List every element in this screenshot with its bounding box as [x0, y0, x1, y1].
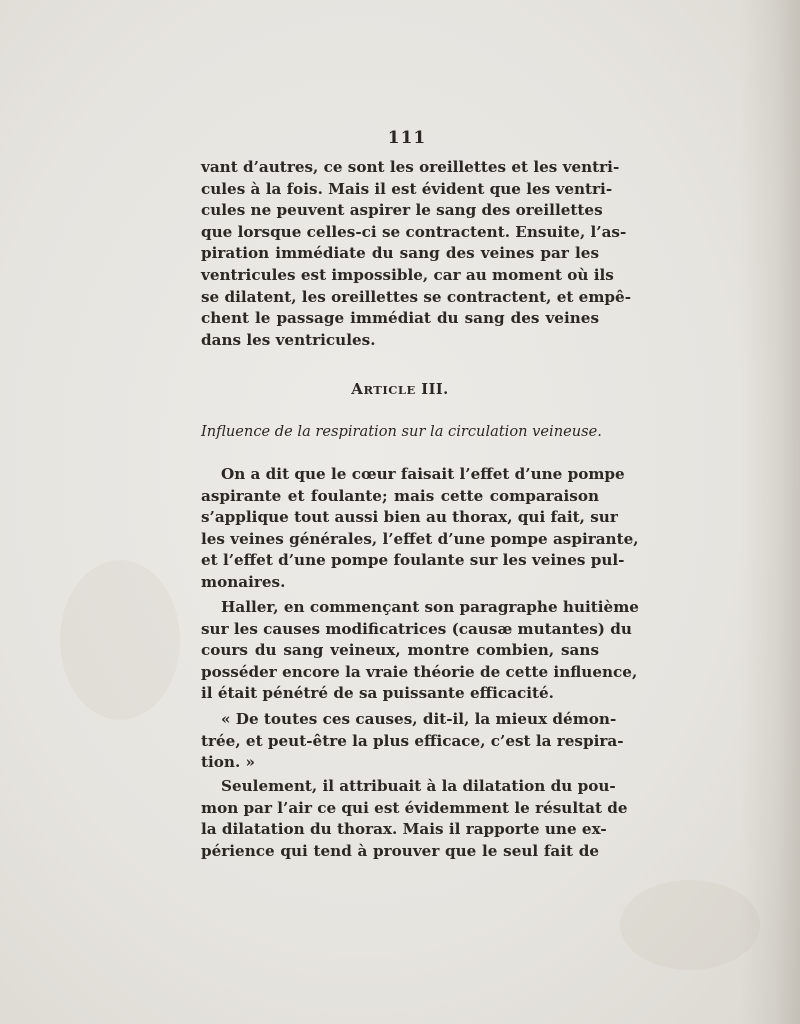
text-line: cules à la fois. Mais il est évident que les ventri- [201, 179, 613, 198]
text-line: dans les ventricules. [201, 330, 376, 349]
paragraph-4-quote [201, 709, 624, 774]
text-line: les veines générales, l’effet d’une pompe aspirante, [201, 529, 639, 548]
text-line: piration immédiate du sang des veines par les [201, 244, 599, 263]
page-edge-shadow [740, 0, 800, 1024]
text-line: aspirante et foulante; mais cette comparaison [201, 486, 599, 505]
text-line: la dilatation du thorax. Mais il rapporte une ex- [201, 820, 607, 839]
text-line: cours du sang veineux, montre combien, sans [201, 641, 599, 660]
text-line: Seulement, il attribuait à la dilatation du pou- [221, 777, 616, 795]
article-numeral: III. [421, 381, 449, 398]
text-line: monaires. [201, 572, 286, 591]
paper-stain [620, 880, 760, 970]
text-line: ventricules est impossible, car au moment où ils [201, 265, 614, 284]
section-title: Influence de la respiration sur la circulation veineuse. [201, 423, 602, 440]
text-line: trée, et peut-être la plus efficace, c’est la respira- [201, 731, 624, 750]
paragraph-1 [201, 157, 631, 351]
text-line: « De toutes ces causes, dit-il, la mieux démon- [221, 710, 617, 728]
article-word: RTICLE [363, 383, 416, 397]
text-line: mon par l’air ce qui est évidemment le résultat de [201, 798, 628, 817]
paragraph-2 [201, 464, 639, 594]
text-line: On a dit que le cœur faisait l’effet d’une pompe [221, 465, 625, 483]
page-number: 111 [387, 128, 427, 148]
paper-stain [60, 560, 180, 720]
text-line: tion. » [201, 753, 256, 772]
text-line: s’applique tout aussi bien au thorax, qui fait, sur [201, 508, 618, 527]
text-line: il était pénétré de sa puissante efficacité. [201, 684, 554, 703]
paragraph-5 [201, 776, 628, 862]
text-line: chent le passage immédiat du sang des veines [201, 309, 599, 328]
article-initial: A [351, 380, 364, 398]
text-line: Haller, en commençant son paragraphe huitième [221, 598, 639, 616]
text-line: que lorsque celles-ci se contractent. Ensuite, l’as- [201, 222, 627, 241]
text-line: et l’effet d’une pompe foulante sur les veines pul- [201, 551, 625, 570]
text-line: périence qui tend à prouver que le seul fait de [201, 841, 599, 860]
text-line: vant d’autres, ce sont les oreillettes et les ventri- [201, 158, 620, 176]
text-line: posséder encore la vraie théorie de cette influence, [201, 662, 638, 681]
text-line: cules ne peuvent aspirer le sang des oreillettes [201, 201, 603, 220]
text-line: sur les causes modificatrices (causæ mutantes) du [201, 619, 632, 638]
article-heading [201, 380, 599, 398]
paragraph-3 [201, 597, 639, 705]
text-line: se dilatent, les oreillettes se contractent, et empê- [201, 287, 631, 306]
